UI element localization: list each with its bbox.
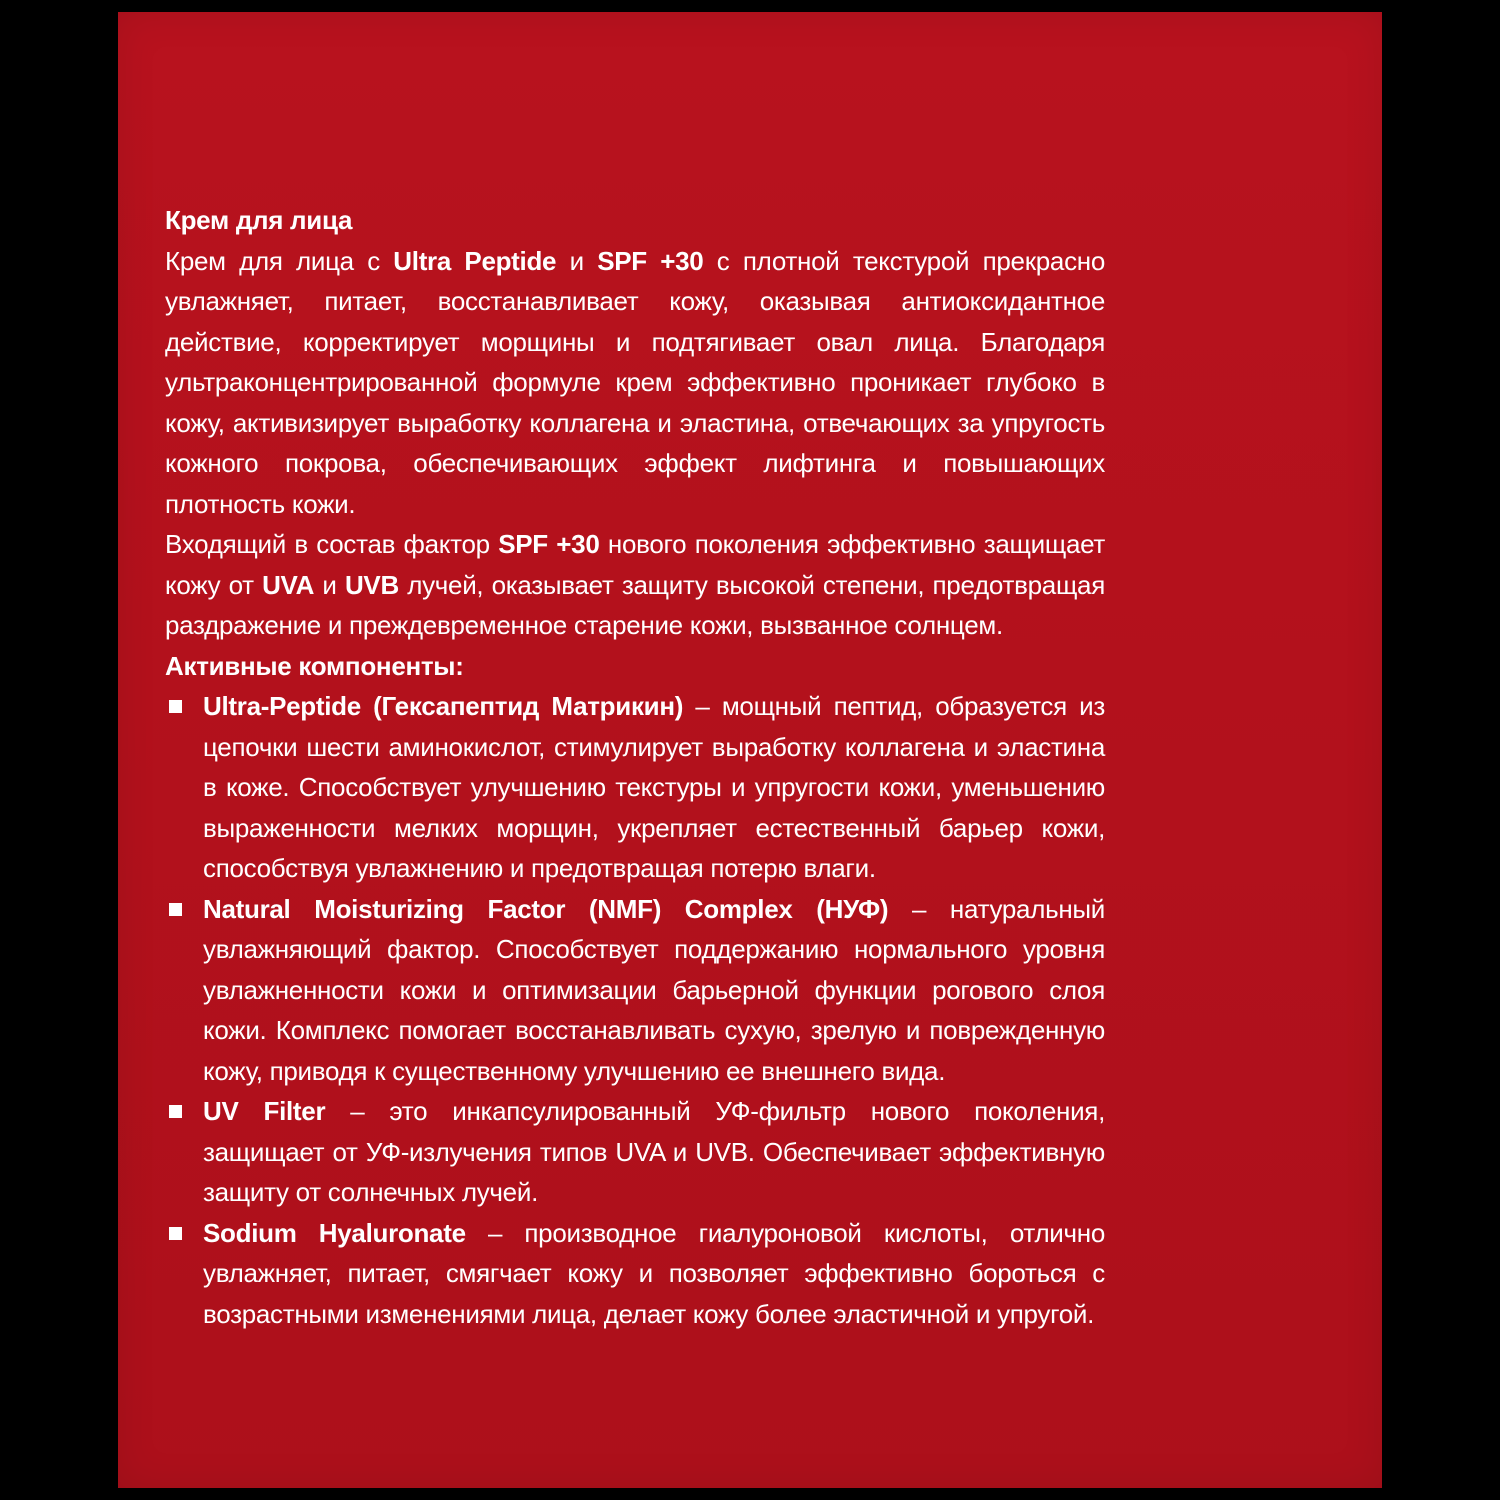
spf-paragraph [165,524,1105,646]
product-title: Крем для лица [165,205,353,235]
text-run: с плотной текстурой прекрасно увлажняет, питает, восстанавливает кожу, оказывая антиоксидантное действие, корректирует морщины и подтягивает овал лица. Благодаря ультраконцентрированной формуле крем эффективно проникает глубоко в кожу, активизирует выработку коллагена и эластина, отвечающих за упругость кожного покрова, обеспечивающих эффект лифтинга и повышающих плотность кожи. [165,245,1106,519]
spf-highlight: SPF +30 [597,245,704,276]
component-text: – натуральный увлажняющий фактор. Способствует поддержанию нормального уровня увлажненности кожи и оптимизации барьерной функции рогового слоя кожи. Комплекс помогает восстанавливать сухую, зрелую и поврежденную кожу, приводя к существенному улучшению ее внешнего вида. [203,893,1105,1086]
uvb-highlight: UVB [344,569,399,600]
components-heading: Активные компоненты: [165,650,464,681]
component-item-sodium-hyaluronate [165,1213,1105,1335]
component-name: UV Filter [203,1096,326,1126]
component-item-ultra-peptide [165,686,1105,889]
text-run: и [556,245,598,276]
component-name: Natural Moisturizing Factor (NMF) Complex (НУФ) [203,893,889,924]
text-run: нового поколения эффективно защищает кожу от [165,529,1106,600]
ultra-peptide-highlight: Ultra Peptide [393,245,557,276]
product-description [165,200,1105,1334]
text-run: лучей, оказывает защиту высокой степени, предотвращая раздражение и преждевременное старение кожи, вызванное солнцем. [165,569,1105,640]
square-bullet-icon [169,1105,182,1118]
component-text: – производное гиалуроновой кислоты, отлично увлажняет, питает, смягчает кожу и позволяет эффективно бороться с возрастными изменениями лица, делает кожу более эластичной и упругой. [203,1217,1105,1329]
square-bullet-icon [169,700,182,713]
text-run: Входящий в состав фактор [165,529,499,559]
component-name: Ultra-Peptide (Гексапептид Матрикин) [203,691,684,721]
uva-highlight: UVA [262,569,315,600]
text-run: и [314,569,345,600]
component-text: – мощный пептид, образуется из цепочки шести аминокислот, стимулирует выработку коллагена и эластина в коже. Способствует улучшению текстуры и упругости кожи, уменьшению выраженности мелких морщин, укрепляет естественный барьер кожи, способствуя увлажнению и предотвращая потерю влаги. [203,691,1105,883]
component-item-uv-filter [165,1091,1105,1213]
text-run: Крем для лица с [165,245,394,276]
component-text: – это инкапсулированный УФ-фильтр нового поколения, защищает от УФ-излучения типов UVA и UVB. Обеспечивает эффективную защиту от солнечных лучей. [203,1096,1105,1207]
square-bullet-icon [169,1227,182,1240]
spf-highlight: SPF +30 [498,529,600,559]
component-item-nmf-complex [165,889,1105,1092]
square-bullet-icon [169,903,182,916]
component-name: Sodium Hyaluronate [203,1217,466,1248]
description-paragraph [165,241,1105,525]
